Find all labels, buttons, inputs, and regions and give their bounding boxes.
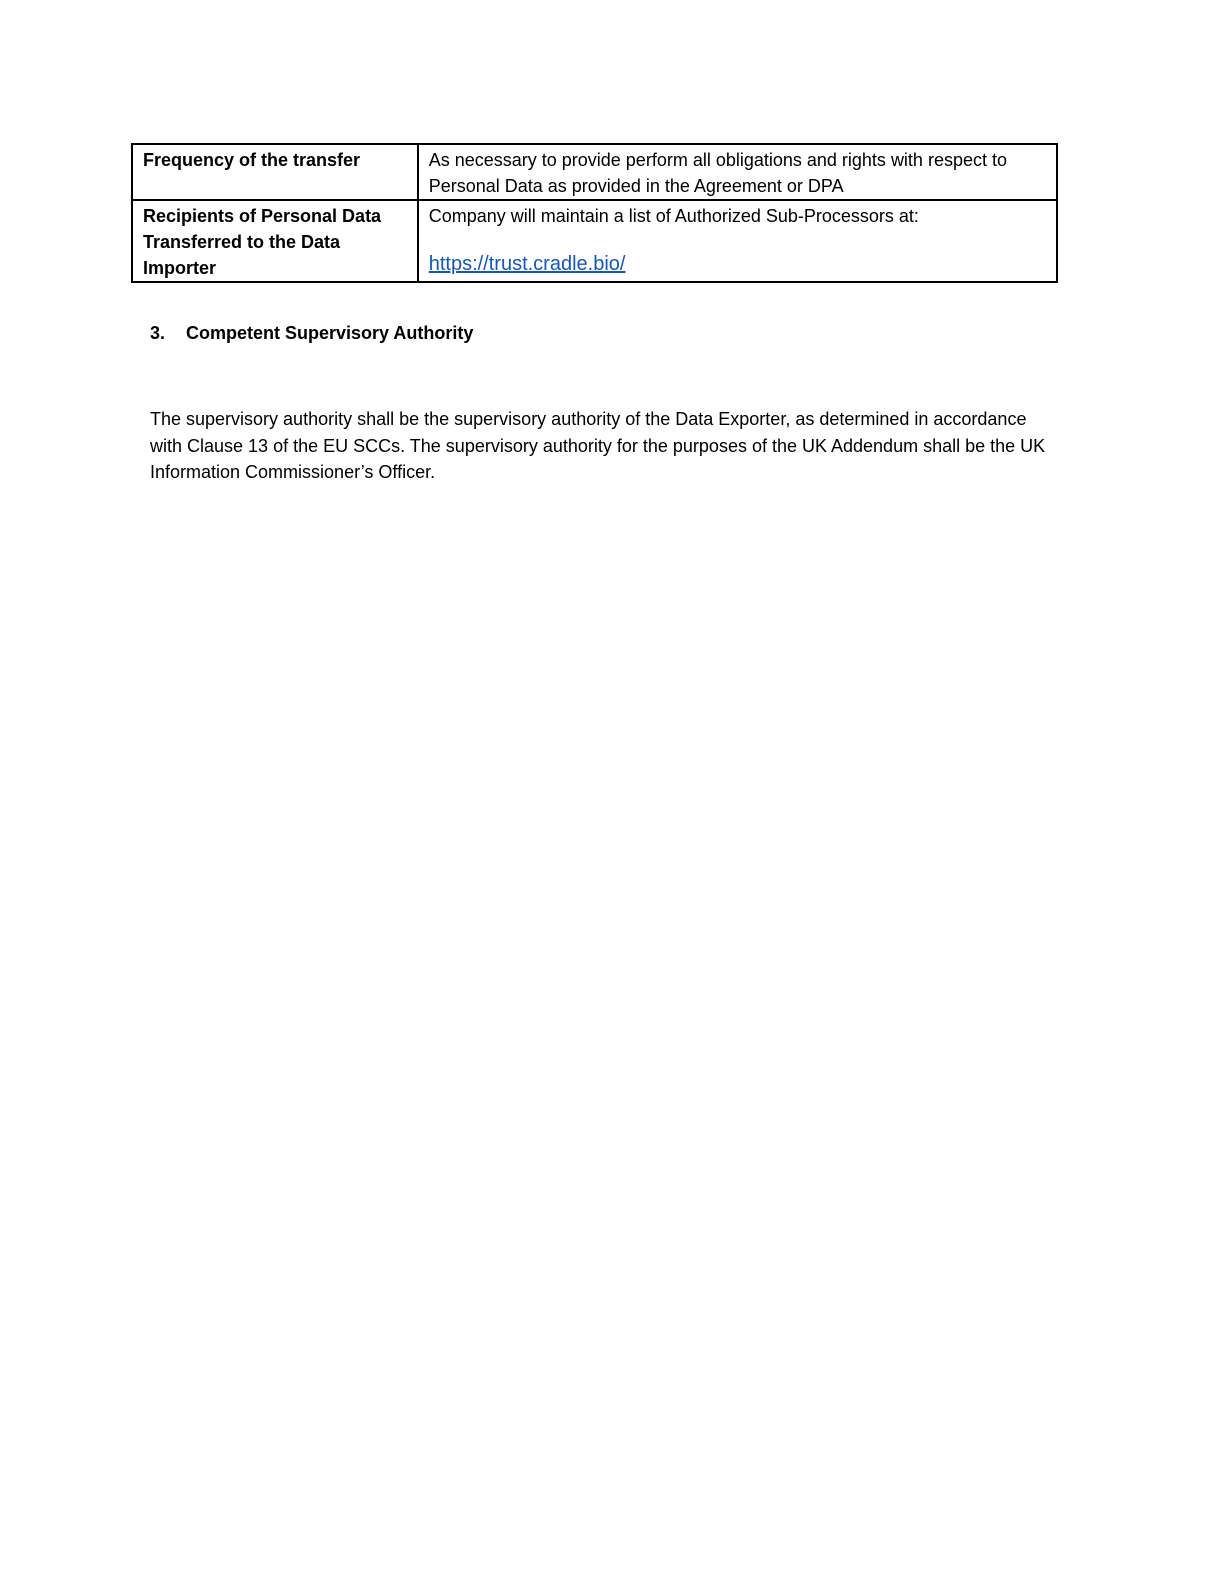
table-row [132, 144, 1057, 200]
blank-line [429, 229, 1048, 251]
row-value: Company will maintain a list of Authorized Sub-Processors at: [428, 206, 919, 226]
row-label: Frequency of the transfer [132, 144, 418, 200]
table-row [132, 200, 1057, 282]
transfer-details-table [131, 143, 1058, 283]
section-number: 3. [150, 323, 166, 343]
sub-processors-link[interactable]: https://trust.cradle.bio/ [428, 253, 626, 275]
section-title: Competent Supervisory Authority [186, 323, 474, 343]
section-paragraph: The supervisory authority shall be the supervisory authority of the Data Exporter, as determined in accordance with Clause 13 of the EU SCCs. The supervisory authority for the purposes of the UK Addendum shall be the UK Information Commissioner’s Officer. [150, 409, 1046, 482]
section-heading [150, 320, 473, 346]
row-value-cell [418, 200, 1057, 282]
row-value: As necessary to provide perform all obligations and rights with respect to Personal Data as provided in the Agreement or DPA [418, 144, 1057, 200]
row-label: Recipients of Personal Data Transferred to the Data Importer [132, 200, 418, 282]
